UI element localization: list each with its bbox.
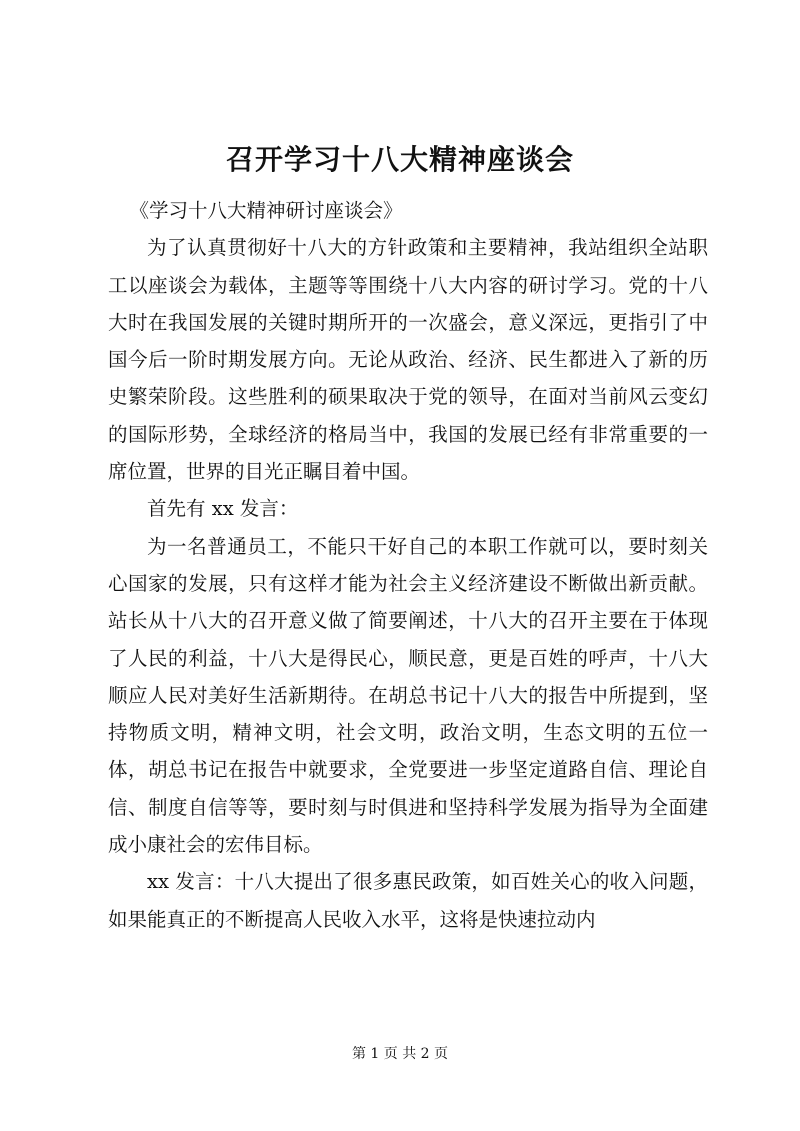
document-title: 召开学习十八大精神座谈会	[225, 143, 574, 176]
paragraph-first-speech: 为一名普通员工，不能只干好自己的本职工作就可以，要时刻关心国家的发展，只有这样才能为社会主义经济建设不断做出新贡献。站长从十八大的召开意义做了简要阐述，十八大的召开主要在于体现了人民的利益，十八大是得民心，顺民意，更是百姓的呼声，十八大顺应人民对美好生活新期待。在胡总书记十八大的报告中所提到，坚持物质文明，精神文明，社会文明，政治文明，生态文明的五位一体，胡总书记在报告中就要求，全党要进一步坚定道路自信、理论自信、制度自信等等，要时刻与时俱进和坚持科学发展为指导为全面建成小康社会的宏伟目标。	[108, 534, 708, 857]
document-body	[108, 192, 708, 938]
paragraph-speaker-intro: 首先有 xx 发言：	[147, 497, 299, 521]
paragraph-second-speech: xx 发言：十八大提出了很多惠民政策，如百姓关心的收入问题，如果能真正的不断提高人民收入水平，这将是快速拉动内	[108, 870, 708, 931]
page-indicator: 第 1 页 共 2 页	[351, 1046, 449, 1062]
paragraph-intro: 为了认真贯彻好十八大的方针政策和主要精神，我站组织全站职工以座谈会为载体，主题等等围绕十八大内容的研讨学习。党的十八大时在我国发展的关键时期所开的一次盛会，意义深远，更指引了中国今后一阶时期发展方向。无论从政治、经济、民生都进入了新的历史繁荣阶段。这些胜利的硕果取决于党的领导，在面对当前风云变幻的国际形势，全球经济的格局当中，我国的发展已经有非常重要的一席位置，世界的目光正瞩目着中国。	[108, 236, 708, 484]
document-subtitle: 《学习十八大精神研讨座谈会》	[129, 199, 403, 222]
